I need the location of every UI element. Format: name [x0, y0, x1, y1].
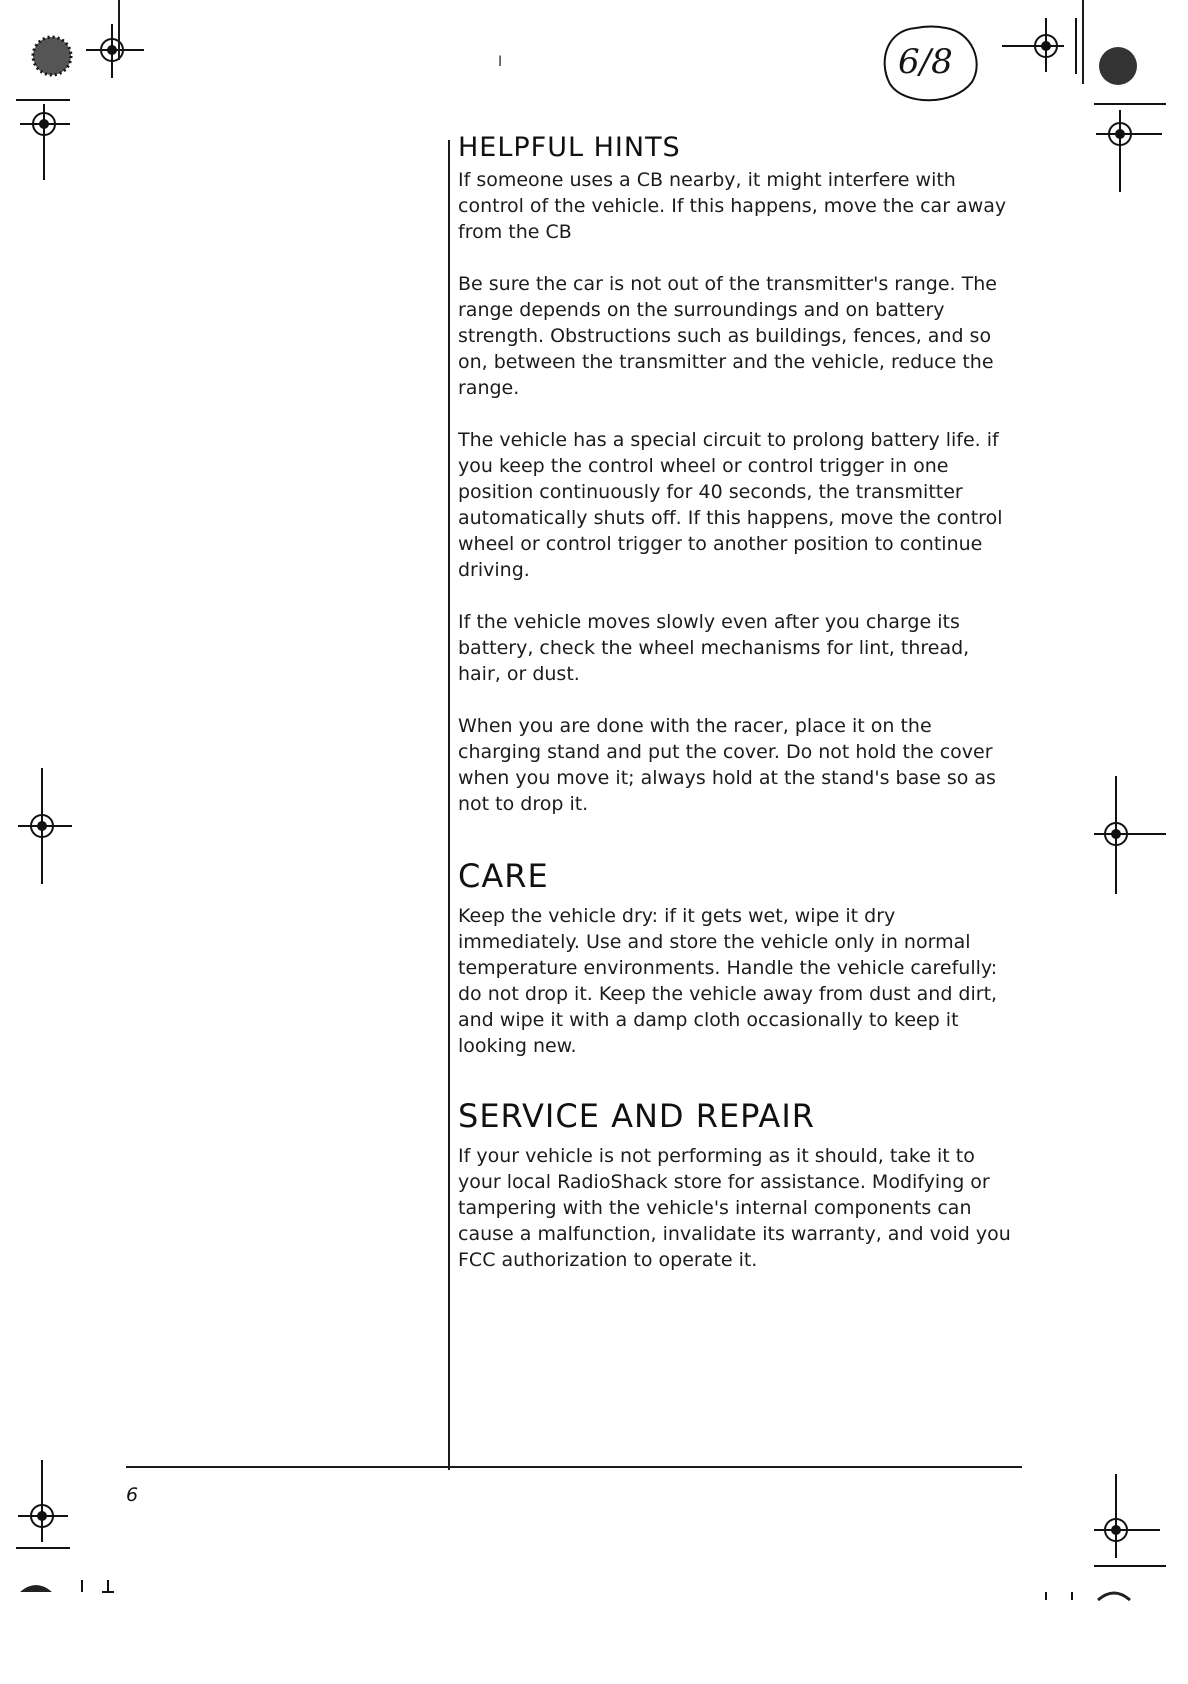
- service-paragraph: If your vehicle is not performing as it should, take it to your local RadioShack store for assistance. Modifying or tampering with the vehicle's internal components can cause a malfunction, invalidate its warranty, and void you FCC authorization to operate it.: [458, 1145, 1011, 1271]
- hint-paragraph: If the vehicle moves slowly even after you charge its battery, check the wheel mechanisms for lint, thread, hair, or dust.: [458, 611, 970, 685]
- printer-dot-icon: [1096, 44, 1140, 88]
- care-paragraph: Keep the vehicle dry: if it gets wet, wipe it dry immediately. Use and store the vehicle only in normal temperature environments. Handle the vehicle carefully: do not drop it. Keep the vehicle away from dust and dirt, and wipe it with a damp cloth occasionally to keep it looking new.: [458, 905, 998, 1057]
- margin-rule: [118, 0, 120, 60]
- section-title-care: CARE: [458, 857, 549, 895]
- hint-paragraph: The vehicle has a special circuit to prolong battery life. if you keep the control wheel or control trigger in one position continuously for 40 seconds, the transmitter automatically shuts off. If this happens, move the control wheel or control trigger to another position to continue driving.: [458, 429, 1003, 581]
- printer-bleed-mark-icon: [1036, 1580, 1166, 1604]
- section-title-service-repair: SERVICE AND REPAIR: [458, 1097, 815, 1135]
- annotation-text: 6/8: [898, 42, 953, 82]
- hint-paragraph: Be sure the car is not out of the transmitter's range. The range depends on the surroundings and on battery strength. Obstructions such as buildings, fences, and so on, between the transmitter and the vehicle, reduce the range.: [458, 273, 997, 399]
- registration-crosshair-icon: [1000, 16, 1080, 76]
- column-divider: [448, 140, 450, 1470]
- registration-crosshair-icon: [14, 96, 74, 186]
- hint-paragraph: If someone uses a CB nearby, it might interfere with control of the vehicle. If this happens, move the car away from the CB: [458, 169, 1007, 243]
- margin-rule: [1082, 0, 1084, 84]
- stray-mark: I: [498, 54, 503, 70]
- registration-crosshair-icon: [16, 768, 76, 888]
- registration-crosshair-icon: [1090, 1474, 1170, 1574]
- handwritten-page-annotation: [876, 22, 980, 108]
- section-title-helpful-hints: HELPFUL HINTS: [458, 132, 681, 163]
- registration-crosshair-icon: [14, 1460, 74, 1560]
- registration-crosshair-icon: [1090, 100, 1170, 196]
- registration-crosshair-icon: [82, 22, 152, 82]
- registration-crosshair-icon: [1092, 776, 1172, 896]
- page-number: 6: [126, 1484, 139, 1506]
- footer-rule: [126, 1466, 1022, 1468]
- main-column: [458, 132, 1018, 1273]
- hint-paragraph: When you are done with the racer, place it on the charging stand and put the cover. Do not hold the cover when you move it; always hold at the stand's base so as not to drop it.: [458, 715, 996, 815]
- printer-bleed-mark-icon: [14, 1570, 134, 1594]
- printer-dot-icon: [30, 34, 74, 78]
